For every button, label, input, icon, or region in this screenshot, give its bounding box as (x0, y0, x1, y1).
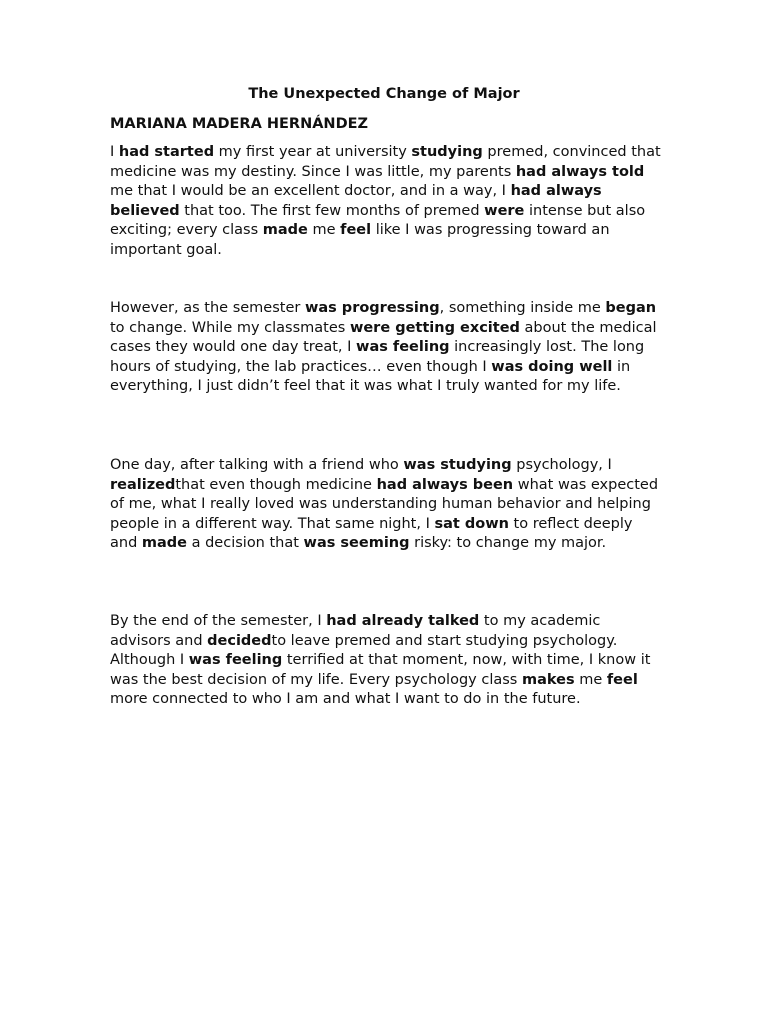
text-run: However, as the semester (110, 300, 305, 316)
bold-verb: were getting excited (349, 319, 520, 336)
text-run: to reflect deeply and (110, 515, 633, 552)
bold-verb: made (141, 535, 187, 552)
text-run: to my academic advisors and (110, 613, 601, 649)
text-run: more connected to who I am and what I want to do in the future. (110, 691, 581, 708)
bold-verb: was doing well (491, 358, 613, 375)
paragraph-2 (110, 299, 662, 397)
text-run: a decision that (187, 535, 304, 552)
bold-verb: was feeling (356, 339, 450, 356)
text-run: me that I would be an excellent doctor, and in a way, I (110, 183, 511, 200)
text-run: psychology, I (511, 457, 612, 473)
text-run: about the medical cases they would one day treat, I (110, 319, 657, 356)
text-run: One day, after talking with a friend who (110, 457, 404, 473)
text-run: in everything, I just didn’t feel that it was what I truly wanted for my life. (110, 358, 631, 395)
text-run: that even though medicine (175, 476, 377, 493)
bold-verb: had always been (376, 476, 514, 493)
bold-verb: studying (411, 144, 483, 160)
text-run: terrified at that moment, now, with time, I know it was the best decision of my life. Every psychology class (110, 652, 651, 688)
text-run: risky: to change my major. (409, 535, 607, 552)
bold-verb: sat down (434, 515, 509, 532)
bold-verb: realized (110, 476, 176, 493)
paragraph-1 (110, 143, 662, 261)
text-run: that too. The first few months of premed (179, 202, 485, 219)
bold-verb: makes (521, 671, 575, 688)
text-run: increasingly lost. The long hours of studying, the lab practices… even though I (110, 339, 645, 375)
bold-verb: made (262, 222, 308, 239)
bold-verb: had started (118, 144, 215, 160)
text-run: I (110, 144, 119, 160)
document-title: The Unexpected Change of Major (248, 86, 520, 102)
author-name: MARIANA MADERA HERNÁNDEZ (110, 116, 369, 132)
text-run: me (307, 222, 341, 239)
text-run: what was expected of me, what I really loved was understanding human behavior and helping people in a different way. That same night, I (110, 476, 659, 532)
text-run: to change. While my classmates (110, 319, 350, 336)
bold-verb: decided (207, 632, 272, 649)
text-run: , something inside me (439, 300, 606, 316)
text-run: premed, convinced that medicine was my destiny. Since I was little, my parents (110, 144, 661, 180)
bold-verb: were (484, 202, 525, 219)
bold-verb: began (605, 300, 657, 316)
bold-verb: was feeling (188, 652, 283, 669)
bold-verb: was seeming (303, 535, 410, 552)
paragraph-4 (110, 612, 662, 710)
bold-verb: feel (340, 222, 372, 239)
text-run: me (574, 671, 607, 688)
text-run: By the end of the semester, I (110, 613, 327, 629)
bold-verb: was studying (403, 457, 512, 473)
bold-verb: had always believed (110, 183, 602, 219)
bold-verb: had always told (515, 163, 645, 180)
bold-verb: was progressing (304, 300, 440, 316)
text-run: to leave premed and start studying psychology. Although I (110, 632, 618, 669)
bold-verb: had already talked (326, 613, 480, 629)
text-run: intense but also exciting; every class (110, 202, 646, 239)
paragraph-3 (110, 456, 662, 554)
text-run: like I was progressing toward an important goal. (110, 222, 610, 258)
bold-verb: feel (606, 671, 638, 688)
text-run: my first year at university (214, 144, 412, 160)
